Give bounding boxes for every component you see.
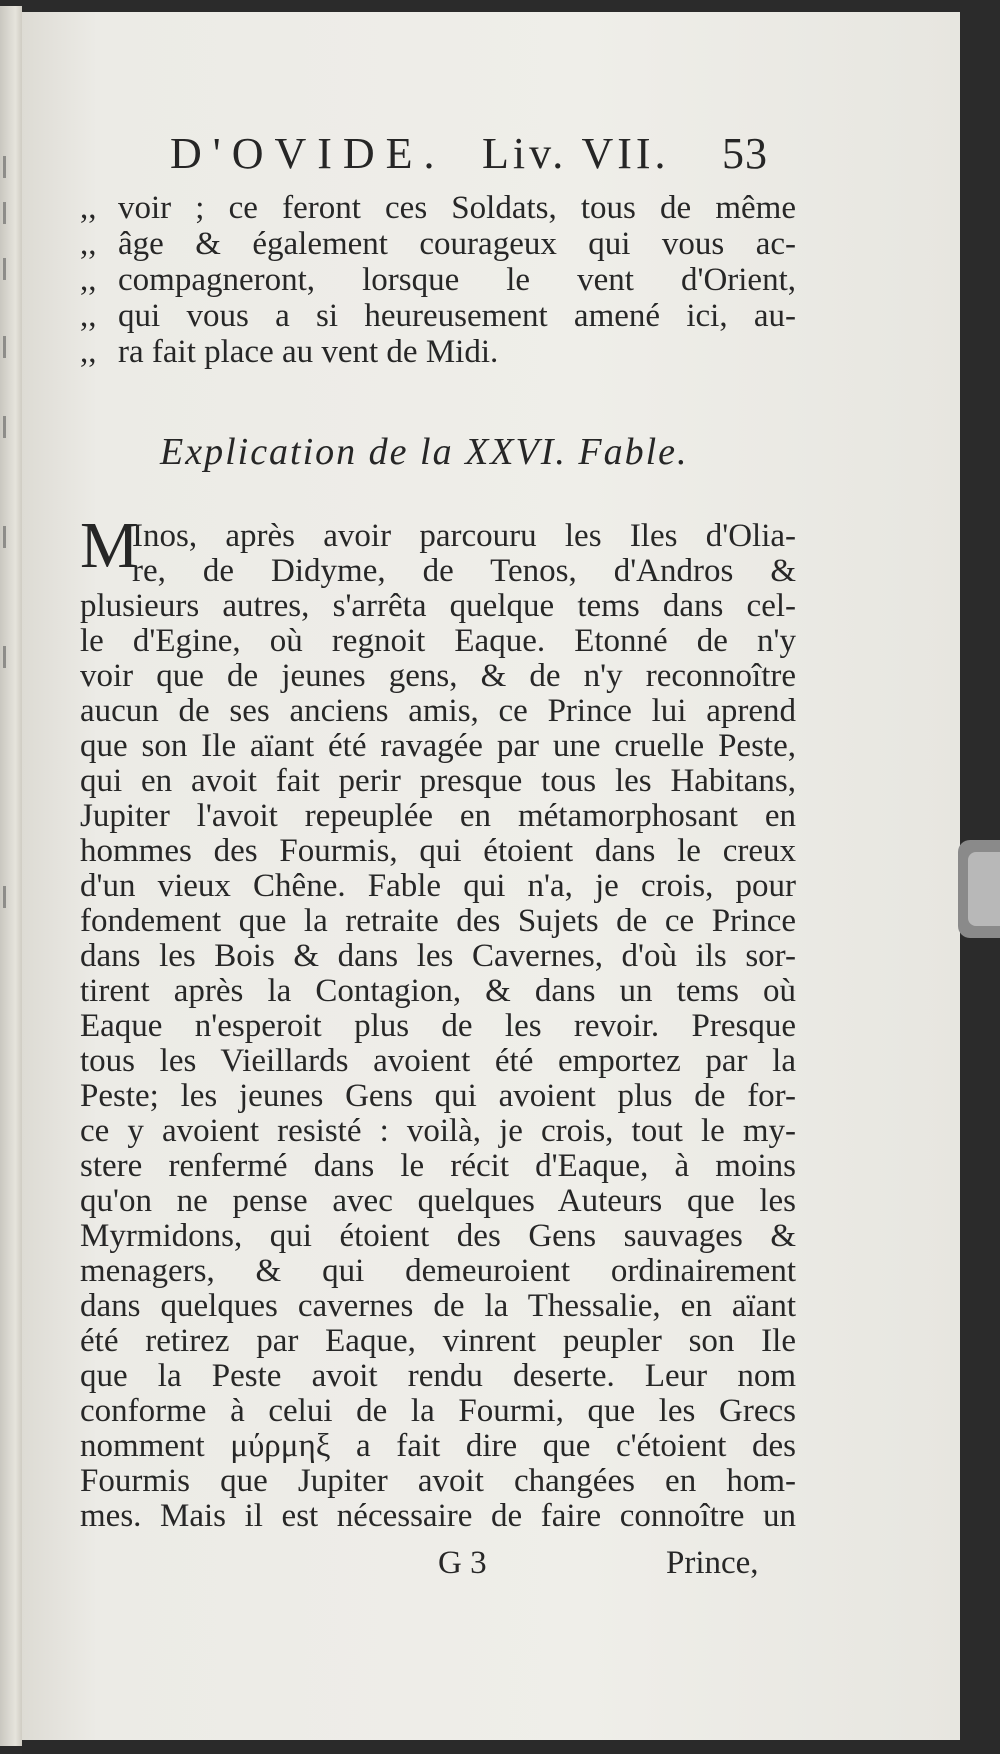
verse-text: compagneront, lorsque le vent d'Orient,: [118, 262, 796, 298]
quote-mark: ,,: [80, 298, 97, 334]
verse-line: [80, 262, 796, 298]
page-number: 53: [722, 129, 768, 178]
paragraph-line: Eaque n'esperoit plus de les revoir. Presque: [80, 1008, 796, 1044]
verse-text: ra fait place au vent de Midi.: [118, 334, 499, 370]
paragraph-line: été retirez par Eaque, vinrent peupler son Ile: [80, 1323, 796, 1359]
drop-cap: M: [80, 509, 139, 582]
bottom-edge: [22, 1740, 1000, 1754]
paragraph-line: re, de Didyme, de Tenos, d'Andros &: [132, 553, 796, 589]
previous-page-text-fragment: [3, 156, 20, 178]
previous-page-edge: [0, 6, 22, 1746]
paragraph-line: menagers, & qui demeuroient ordinairement: [80, 1253, 796, 1289]
paragraph-line: que la Peste avoit rendu deserte. Leur nom: [80, 1358, 796, 1394]
paragraph-line: stere renfermé dans le récit d'Eaque, à moins: [80, 1148, 796, 1184]
previous-page-text-fragment: [3, 258, 20, 280]
running-header: [170, 128, 790, 188]
paragraph-line: Peste; les jeunes Gens qui avoient plus de for-: [80, 1078, 796, 1114]
section-title: Explication de la XXVI. Fable.: [160, 431, 689, 473]
paragraph-line: mes. Mais il est nécessaire de faire connoître un: [80, 1498, 796, 1534]
running-title: D'OVIDE.: [170, 129, 446, 178]
previous-page-text-fragment: [3, 336, 20, 358]
paragraph-line: tous les Vieillards avoient été emportez par la: [80, 1043, 796, 1079]
paragraph-line: que son Ile aïant été ravagée par une cruelle Peste,: [80, 728, 796, 764]
paragraph-line: Inos, après avoir parcouru les Iles d'Olia-: [132, 518, 796, 554]
verse-text: qui vous a si heureusement amené ici, au-: [118, 298, 796, 334]
previous-page-text-fragment: [3, 202, 20, 224]
verse-line: [80, 226, 796, 262]
paragraph-line: Jupiter l'avoit repeuplée en métamorphosant en: [80, 798, 796, 834]
quote-mark: ,,: [80, 190, 97, 226]
verse-line: [80, 190, 796, 226]
paragraph-line: tirent après la Contagion, & dans un tems où: [80, 973, 796, 1009]
verse-text: âge & également courageux qui vous ac-: [118, 226, 796, 262]
book-reference: Liv. VII.: [482, 129, 670, 178]
paragraph-line: qui en avoit fait perir presque tous les Habitans,: [80, 763, 796, 799]
paragraph-line: voir que de jeunes gens, & de n'y reconnoître: [80, 658, 796, 694]
quote-mark: ,,: [80, 334, 97, 370]
paragraph-line: dans quelques cavernes de la Thessalie, en aïant: [80, 1288, 796, 1324]
previous-page-text-fragment: [3, 646, 20, 668]
paragraph-line: hommes des Fourmis, qui étoient dans le creux: [80, 833, 796, 869]
paragraph-line: d'un vieux Chêne. Fable qui n'a, je crois, pour: [80, 868, 796, 904]
signature-mark: G 3: [438, 1545, 487, 1581]
paragraph-line: Myrmidons, qui étoient des Gens sauvages &: [80, 1218, 796, 1254]
catchword: Prince,: [666, 1545, 759, 1581]
paragraph-line: plusieurs autres, s'arrêta quelque tems dans cel-: [80, 588, 796, 624]
verse-text: voir ; ce feront ces Soldats, tous de même: [118, 190, 796, 226]
paragraph-line: le d'Egine, où regnoit Eaque. Etonné de n'y: [80, 623, 796, 659]
quote-mark: ,,: [80, 262, 97, 298]
paragraph-line: Fourmis que Jupiter avoit changées en hom-: [80, 1463, 796, 1499]
paragraph-line: conforme à celui de la Fourmi, que les Grecs: [80, 1393, 796, 1429]
paragraph-line: dans les Bois & dans les Cavernes, d'où ils sor-: [80, 938, 796, 974]
quote-mark: ,,: [80, 226, 97, 262]
previous-page-text-fragment: [3, 526, 20, 548]
paragraph-line: ce y avoient resisté : voilà, je crois, tout le my-: [80, 1113, 796, 1149]
paragraph-line: fondement que la retraite des Sujets de ce Prince: [80, 903, 796, 939]
page-clip-inner: [968, 852, 1000, 926]
verse-line: [80, 334, 498, 370]
verse-line: [80, 298, 796, 334]
paragraph-line: aucun de ses anciens amis, ce Prince lui aprend: [80, 693, 796, 729]
paragraph-line: nomment μύρμηξ a fait dire que c'étoient des: [80, 1428, 796, 1464]
paragraph-line: qu'on ne pense avec quelques Auteurs que les: [80, 1183, 796, 1219]
previous-page-text-fragment: [3, 886, 20, 908]
previous-page-text-fragment: [3, 416, 20, 438]
